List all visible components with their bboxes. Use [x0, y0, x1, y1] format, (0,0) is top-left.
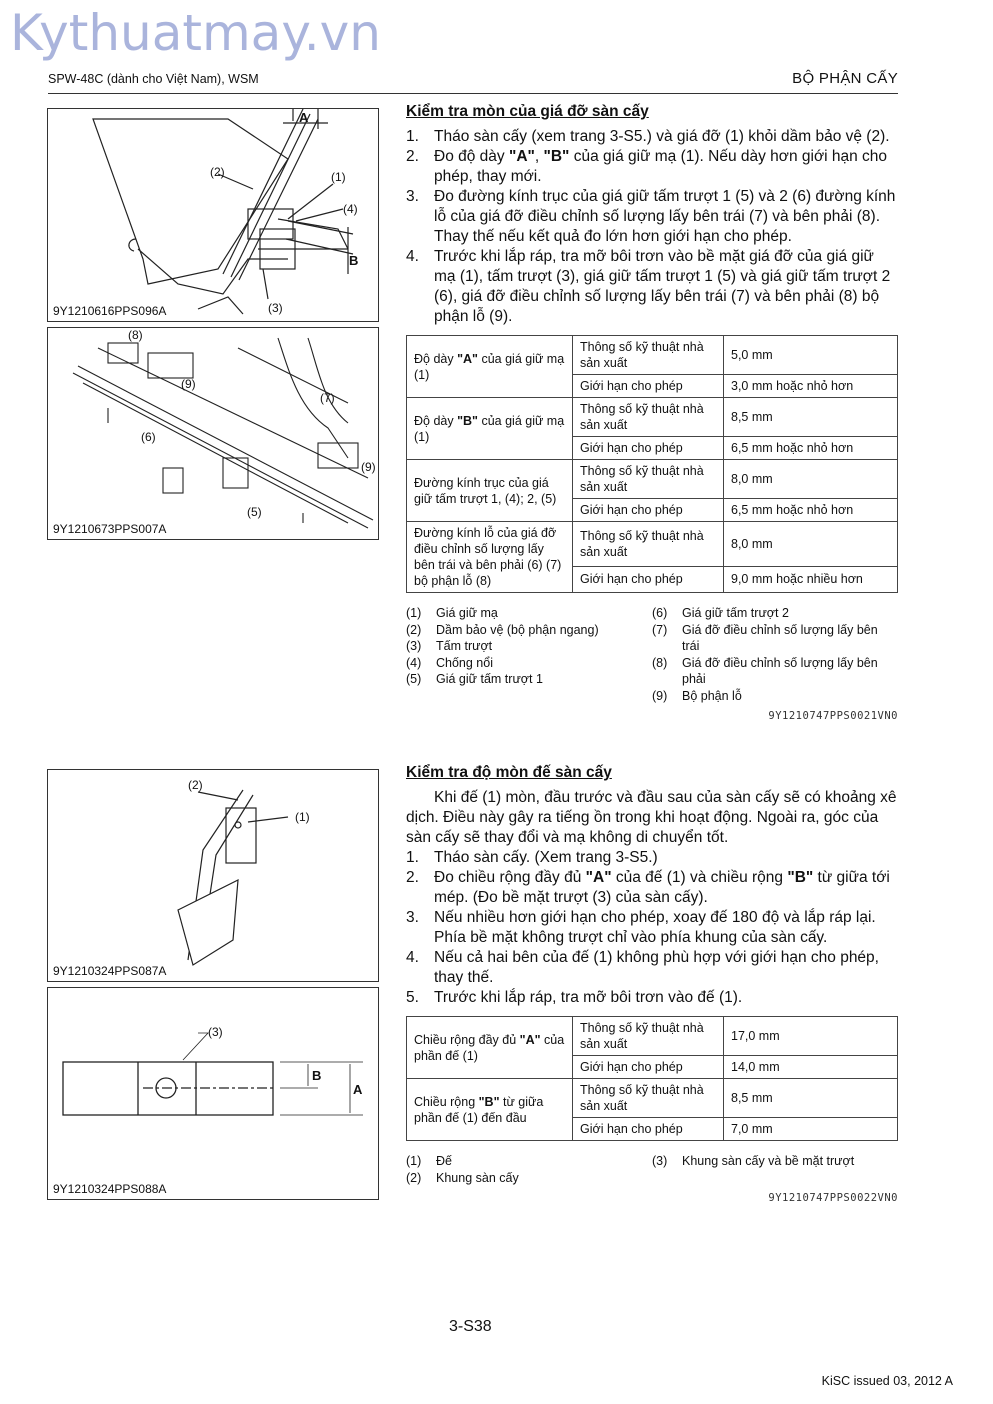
- figure-holder-assembly: [47, 327, 379, 540]
- step-number: 4.: [406, 949, 419, 966]
- figure-1-callout-b: B: [349, 253, 359, 268]
- step-text: Nếu cả hai bên của đế (1) không phù hợp với giới hạn cho phép, thay thế.: [434, 949, 879, 986]
- spec-value: 6,5 mm hoặc nhỏ hơn: [724, 437, 898, 460]
- spec-type: Giới hạn cho phép: [573, 375, 724, 398]
- legend-item: [652, 688, 898, 705]
- legend-item: [652, 655, 898, 688]
- spec-type: Thông số kỹ thuật nhà sản xuất: [573, 336, 724, 375]
- legend-text: Giá đỡ điều chỉnh số lượng lấy bên trái: [682, 622, 878, 653]
- figure-holder-thickness-drawing: [48, 109, 378, 321]
- figure-3-callout-2: (2): [188, 778, 203, 792]
- legend-key: (3): [406, 639, 422, 653]
- spec-value: 8,0 mm: [724, 460, 898, 499]
- spec-item: Đường kính lỗ của giá đỡ điều chỉnh số lượng lấy bên trái và bên phải (6) (7) bộ phận lỗ (8): [407, 522, 573, 593]
- figure-holder-thickness: [47, 108, 379, 322]
- watermark: Kythuatmay.vn: [10, 4, 381, 62]
- step-number: 1.: [406, 849, 419, 866]
- section-2-intro: Khi đế (1) mòn, đầu trước và đầu sau của sàn cấy sẽ có khoảng xê dịch. Điều này gây ra tiếng ồn trong khi hoạt động. Ngoài ra, góc của sàn cấy sẽ thay đổi và mạ không di chuyển tốt.: [406, 789, 897, 846]
- spec-type: Thông số kỹ thuật nhà sản xuất: [573, 1079, 724, 1118]
- section-1-steps: [406, 127, 898, 327]
- legend-key: (2): [406, 1170, 422, 1185]
- spec-row: [407, 522, 898, 567]
- section-2-doc-id: 9Y1210747PPS0022VN0: [768, 1192, 898, 1204]
- legend-column: [406, 1153, 652, 1186]
- spec-row: [407, 398, 898, 437]
- section-1-doc-id: 9Y1210747PPS0021VN0: [768, 710, 898, 722]
- step-item: [406, 147, 898, 187]
- spec-type: Giới hạn cho phép: [573, 566, 724, 592]
- legend-key: (1): [406, 606, 422, 620]
- legend-item: [652, 622, 898, 655]
- spec-row: [407, 336, 898, 375]
- figure-1-callout-3: (3): [268, 301, 283, 315]
- legend-key: (9): [652, 688, 668, 703]
- legend-key: (2): [406, 622, 422, 637]
- spec-type: Giới hạn cho phép: [573, 1056, 724, 1079]
- figure-base-sideview-drawing: [48, 770, 378, 981]
- step-text: Đo chiều rộng đầy đủ "A" của đế (1) và chiều rộng "B" từ giữa tới mép. (Đo bề mặt trượt (3) của sàn cấy).: [434, 869, 890, 906]
- legend-key: (7): [652, 622, 668, 637]
- legend-text: Chống nổi: [436, 655, 493, 670]
- section-1-spec-table: [406, 335, 898, 593]
- figure-3-label: 9Y1210324PPS087A: [53, 964, 167, 978]
- legend-item: [406, 638, 652, 655]
- step-number: 2.: [406, 148, 419, 165]
- spec-type: Thông số kỹ thuật nhà sản xuất: [573, 398, 724, 437]
- figure-1-callout-4: (4): [343, 202, 358, 216]
- step-item: [406, 908, 898, 948]
- figure-2-callout-7: (7): [320, 391, 335, 405]
- step-number: 1.: [406, 128, 419, 145]
- spec-type: Giới hạn cho phép: [573, 1118, 724, 1141]
- step-item: [406, 848, 898, 868]
- figure-1-callout-1: (1): [331, 170, 346, 184]
- section-2-spec-table: [406, 1016, 898, 1141]
- figure-base-sideview: [47, 769, 379, 982]
- spec-item: Chiều rộng đầy đủ "A" của phần đế (1): [407, 1017, 573, 1079]
- header-section-title: BỘ PHẬN CẤY: [792, 70, 898, 87]
- legend-text: Giá giữ tấm trượt 2: [682, 606, 789, 620]
- legend-key: (6): [652, 606, 668, 620]
- legend-item: [406, 622, 652, 639]
- spec-type: Giới hạn cho phép: [573, 437, 724, 460]
- figure-2-callout-6: (6): [141, 430, 156, 444]
- figure-2-callout-8: (8): [128, 328, 143, 342]
- spec-value: 8,5 mm: [724, 398, 898, 437]
- spec-type: Thông số kỹ thuật nhà sản xuất: [573, 522, 724, 567]
- section-2-legend: [406, 1153, 898, 1186]
- figure-3-callout-1: (1): [295, 810, 310, 824]
- legend-key: (8): [652, 655, 668, 670]
- figure-4-label: 9Y1210324PPS088A: [53, 1182, 167, 1196]
- figure-2-label: 9Y1210673PPS007A: [53, 522, 167, 536]
- legend-item: [406, 655, 652, 672]
- step-text: Trước khi lắp ráp, tra mỡ bôi trơn vào bề mặt giá đỡ của giá giữ mạ (1), tấm trượt (3), giá giữ tấm trượt 1 (5) và giá giữ tấm trượt 2 (6), giá đỡ điều chỉnh số lượng lấy bên trái (7) và bên phải (8) bộ phận lỗ (9).: [434, 248, 891, 325]
- spec-value: 17,0 mm: [724, 1017, 898, 1056]
- legend-item: [652, 605, 898, 622]
- step-number: 3.: [406, 909, 419, 926]
- figure-base-topview: [47, 987, 379, 1200]
- legend-text: Giá giữ mạ: [436, 606, 498, 620]
- figure-holder-assembly-drawing: [48, 328, 378, 539]
- legend-text: Đế: [436, 1154, 452, 1168]
- spec-row: [407, 460, 898, 499]
- step-item: [406, 868, 898, 908]
- step-text: Đo đường kính trục của giá giữ tấm trượt 1 (5) và 2 (6) đường kính lỗ của giá đỡ điều chỉnh số lượng lấy bên trái (7) và bên phải (8). Thay thế nếu kết quả đo lớn hơn giới hạn cho phép.: [434, 188, 896, 245]
- step-item: [406, 948, 898, 988]
- legend-key: (5): [406, 672, 422, 686]
- step-item: [406, 247, 898, 327]
- spec-value: 8,5 mm: [724, 1079, 898, 1118]
- legend-text: Bộ phận lỗ: [682, 688, 742, 703]
- figure-2-callout-5: (5): [247, 505, 262, 519]
- figure-4-callout-3: (3): [208, 1025, 223, 1039]
- figure-2-callout-9a: (9): [181, 377, 196, 391]
- spec-row: [407, 1017, 898, 1056]
- step-item: [406, 988, 898, 1008]
- header-doc-title: SPW-48C (dành cho Việt Nam), WSM: [48, 72, 259, 86]
- footer-issue: KiSC issued 03, 2012 A: [821, 1374, 953, 1388]
- step-text: Tháo sàn cấy. (Xem trang 3-S5.): [434, 849, 658, 866]
- figure-4-callout-a: A: [353, 1082, 363, 1097]
- spec-value: 8,0 mm: [724, 522, 898, 567]
- legend-key: (4): [406, 655, 422, 670]
- legend-item: [406, 605, 652, 622]
- legend-text: Giá đỡ điều chỉnh số lượng lấy bên phải: [682, 655, 878, 686]
- legend-key: (3): [652, 1154, 668, 1168]
- spec-item: Chiều rộng "B" từ giữa phần đế (1) đến đầu: [407, 1079, 573, 1141]
- figure-base-topview-drawing: [48, 988, 378, 1199]
- page-number: 3-S38: [449, 1318, 492, 1335]
- section-2-title: Kiểm tra độ mòn đế sàn cấy: [406, 764, 612, 781]
- step-text: Đo độ dày "A", "B" của giá giữ mạ (1). Nếu dày hơn giới hạn cho phép, thay mới.: [434, 148, 888, 185]
- section-holder-wear: [406, 103, 898, 722]
- step-item: [406, 187, 898, 247]
- figure-1-callout-a: A: [299, 110, 309, 125]
- spec-row: [407, 1079, 898, 1118]
- figure-2-callout-9b: (9): [361, 460, 376, 474]
- spec-value: 5,0 mm: [724, 336, 898, 375]
- step-text: Trước khi lắp ráp, tra mỡ bôi trơn vào đế (1).: [434, 989, 743, 1006]
- spec-item: Độ dày "B" của giá giữ mạ (1): [407, 398, 573, 460]
- spec-item: Độ dày "A" của giá giữ mạ (1): [407, 336, 573, 398]
- legend-key: (1): [406, 1154, 422, 1168]
- legend-text: Tấm trượt: [436, 639, 493, 653]
- figure-4-callout-b: B: [312, 1068, 322, 1083]
- legend-item: [652, 1153, 898, 1170]
- figure-1-callout-2: (2): [210, 165, 225, 179]
- legend-text: Giá giữ tấm trượt 1: [436, 672, 543, 686]
- spec-value: 7,0 mm: [724, 1118, 898, 1141]
- step-text: Tháo sàn cấy (xem trang 3-S5.) và giá đỡ (1) khỏi dầm bảo vệ (2).: [434, 128, 890, 145]
- legend-item: [406, 1170, 652, 1187]
- figure-1-label: 9Y1210616PPS096A: [53, 304, 167, 318]
- step-item: [406, 127, 898, 147]
- legend-item: [406, 671, 652, 688]
- step-number: 2.: [406, 869, 419, 886]
- legend-column: [652, 605, 898, 704]
- section-1-legend: [406, 605, 898, 704]
- spec-type: Thông số kỹ thuật nhà sản xuất: [573, 460, 724, 499]
- spec-type: Giới hạn cho phép: [573, 499, 724, 522]
- spec-item: Đường kính trục của giá giữ tấm trượt 1, (4); 2, (5): [407, 460, 573, 522]
- step-number: 5.: [406, 989, 419, 1006]
- legend-column: [652, 1153, 898, 1186]
- step-number: 4.: [406, 248, 419, 265]
- step-number: 3.: [406, 188, 419, 205]
- legend-text: Dầm bảo vệ (bộ phận ngang): [436, 622, 599, 637]
- spec-value: 14,0 mm: [724, 1056, 898, 1079]
- spec-value: 6,5 mm hoặc nhỏ hơn: [724, 499, 898, 522]
- spec-value: 9,0 mm hoặc nhiều hơn: [724, 566, 898, 592]
- section-2-steps: [406, 848, 898, 1008]
- header-divider: [48, 93, 898, 94]
- section-base-wear: [406, 764, 898, 1204]
- spec-type: Thông số kỹ thuật nhà sản xuất: [573, 1017, 724, 1056]
- legend-item: [406, 1153, 652, 1170]
- section-1-title: Kiểm tra mòn của giá đỡ sàn cấy: [406, 103, 649, 120]
- step-text: Nếu nhiều hơn giới hạn cho phép, xoay đế 180 độ và lắp ráp lại. Phía bề mặt không trượt chỉ vào phía khung của sàn cấy.: [434, 909, 876, 946]
- legend-text: Khung sàn cấy và bề mặt trượt: [682, 1154, 855, 1168]
- legend-text: Khung sàn cấy: [436, 1170, 519, 1185]
- spec-value: 3,0 mm hoặc nhỏ hơn: [724, 375, 898, 398]
- legend-column: [406, 605, 652, 704]
